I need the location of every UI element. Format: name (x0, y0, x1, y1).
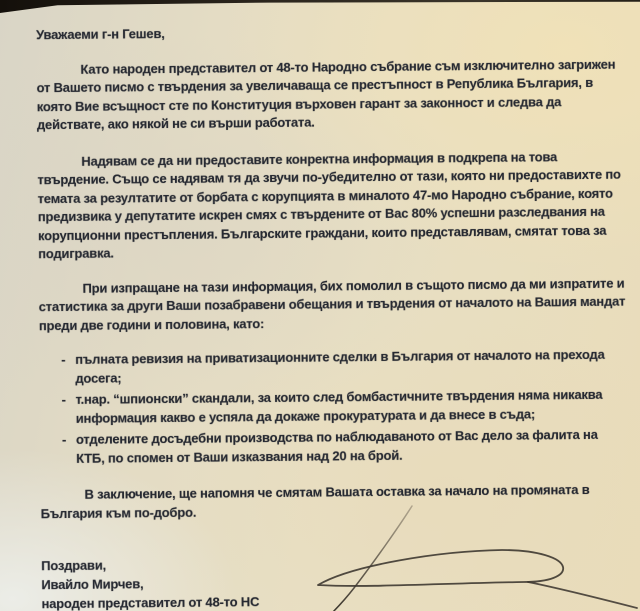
paragraph-3: При изпращане на тази информация, бих помолил в същото писмо да ми изпратите и статистика за други Ваши позабравени обещания и твърдения от началото на Вашия мандат преди две години и половина, като: (38, 275, 626, 333)
signature-block (41, 552, 630, 611)
bullet-item-spy-scandals: - т.нар. “шпионски” скандали, за които след бомбастичните твърдения няма никаква информация какво е успяла да докаже прокуратурата и да внесе в съда; (76, 386, 628, 428)
paragraph-2: Надявам се да ни предоставите конректна информация в подкрепа на това твърдение. Също се надявам тя да звучи по-убедително от тази, която ни предоставихте по темата за резултатите от борбата с корупцията в миналото 47-мо Народно събрание, която предизвика у депутатите искрен смях с твърдените от Вас 80% успешни разследвания на корупционни престъпления. Българските граждани, които представлявам, смятат това за подигравка. (37, 148, 621, 262)
signoff-title: народен представител от 48-то НС (41, 593, 260, 611)
signoff-name: Ивайло Мирчев, (41, 576, 144, 593)
photo-top-edge (0, 0, 640, 13)
salutation: Уважаеми г-н Гешев, (36, 26, 165, 43)
letter-page (36, 21, 630, 611)
bullet-item-ktb: - отделените досъдебни производства по наблюдаваното от Вас дело за фалита на КТБ, по спомен от Ваши изказвания над 20 на брой. (76, 426, 628, 468)
bullet-item-privatization: - пълната ревизия на приватизационните сделки в България от началото на прехода досега; (75, 346, 627, 388)
bullet-list (39, 346, 628, 469)
signoff-regards: Поздрави, (41, 557, 107, 574)
closing-paragraph: В заключение, ще напомня че смятам Вашата оставка за начало на промяната в България към по-добро. (40, 481, 590, 521)
paragraph-1: Като народен представител от 48-то Народно събрание съм изключително загрижен от Вашето писмо с твърдения за увеличаваща се престъпност в Република България, в която Вие всъщност сте по Конституция върховен гарант за законност и следва да действате, ако някой не си върши работата. (36, 56, 616, 133)
